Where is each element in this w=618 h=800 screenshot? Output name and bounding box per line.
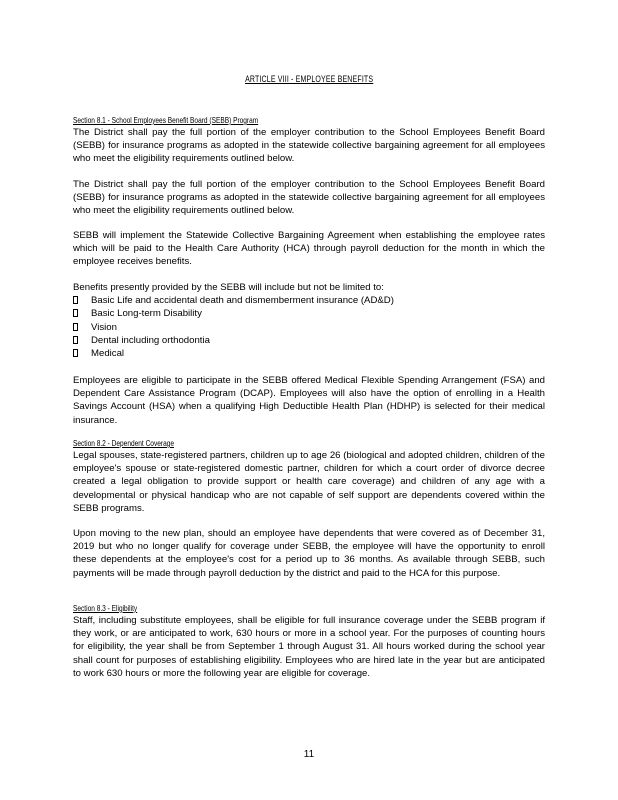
benefits-list [73,294,545,360]
paragraph: Upon moving to the new plan, should an employee have dependents that were covered as of December 31, 2019 but who no longer qualify for coverage under SEBB, the employee will have the opportunity to enroll these dependents at the employee's cost for a period up to 36 months. As available through SEBB, such payments will be made through payroll deduction by the district and paid to the HCA for this purpose. [73,528,545,579]
fsa-paragraph [73,374,545,427]
article-title: ARTICLE VIII - EMPLOYEE BENEFITS [244,74,374,84]
bullet-icon [73,349,78,357]
paragraph: Staff, including substitute employees, shall be eligible for full insurance coverage under the SEBB program if they work, or are anticipated to work, 630 hours or more in a school year. For the purposes of counting hours for eligibility, the year shall be from September 1 through August 31. All hours worked during the school year shall count for purposes of establishing eligibility. Employees who are hired late in the year but are anticipated to work 630 hours or more the following year are eligible for coverage. [73,615,545,679]
section-8-1 [73,116,545,166]
paragraph: The District shall pay the full portion of the employer contribution to the School Employees Benefit Board (SEBB) for insurance programs as adopted in the statewide collective bargaining agreement for all employees who meet the eligibility requirements outlined below. [73,179,545,217]
bullet-icon [73,296,78,304]
paragraph: Legal spouses, state-registered partners, children up to age 26 (biological and adopted children, children of the employee's spouse or state-registered domestic partner, children for which a court order of divorce decree created a legal obligation to provide support or health care coverage) and children of any age with a developmental or physical handicap who are not capable of self support are dependents covered within the SEBB programs. [73,450,545,514]
section-heading: Section 8.3 - Eligibility [73,604,138,613]
list-item: Vision [73,321,545,334]
bullet-icon [73,309,78,317]
list-item: Medical [73,347,545,360]
list-item: Dental including orthodontia [73,334,545,347]
section-heading: Section 8.1 - School Employees Benefit Board (SEBB) Program [73,116,259,125]
section-8-1-sebb-paragraph [73,229,545,269]
list-item: Basic Life and accidental death and dismemberment insurance (AD&D) [73,294,545,307]
section-8-2 [73,439,545,515]
section-8-2-second-paragraph [73,527,545,580]
list-item: Basic Long-term Disability [73,307,545,320]
bullet-icon [73,323,78,331]
page-number: 11 [303,749,315,760]
paragraph: Benefits presently provided by the SEBB will include but not be limited to: [73,282,384,293]
paragraph: SEBB will implement the Statewide Collective Bargaining Agreement when establishing the employee rates which will be paid to the Health Care Authority (HCA) through payroll deduction for the month in which the employee receives benefits. [73,230,545,268]
section-8-1-repeat-paragraph [73,178,545,218]
benefits-block [73,281,545,360]
paragraph: The District shall pay the full portion of the employer contribution to the School Employees Benefit Board (SEBB) for insurance programs as adopted in the statewide collective bargaining agreement for all employees who meet the eligibility requirements outlined below. [73,127,545,165]
section-heading: Section 8.2 - Dependent Coverage [73,439,175,448]
bullet-icon [73,336,78,344]
paragraph: Employees are eligible to participate in the SEBB offered Medical Flexible Spending Arrangement (FSA) and Dependent Care Assistance Program (DCAP). Employees will also have the option of enrolling in a Health Savings Account (HSA) when a qualifying High Deductible Health Plan (HDHP) is selected for their medical insurance. [73,375,545,426]
section-8-3 [73,604,545,680]
